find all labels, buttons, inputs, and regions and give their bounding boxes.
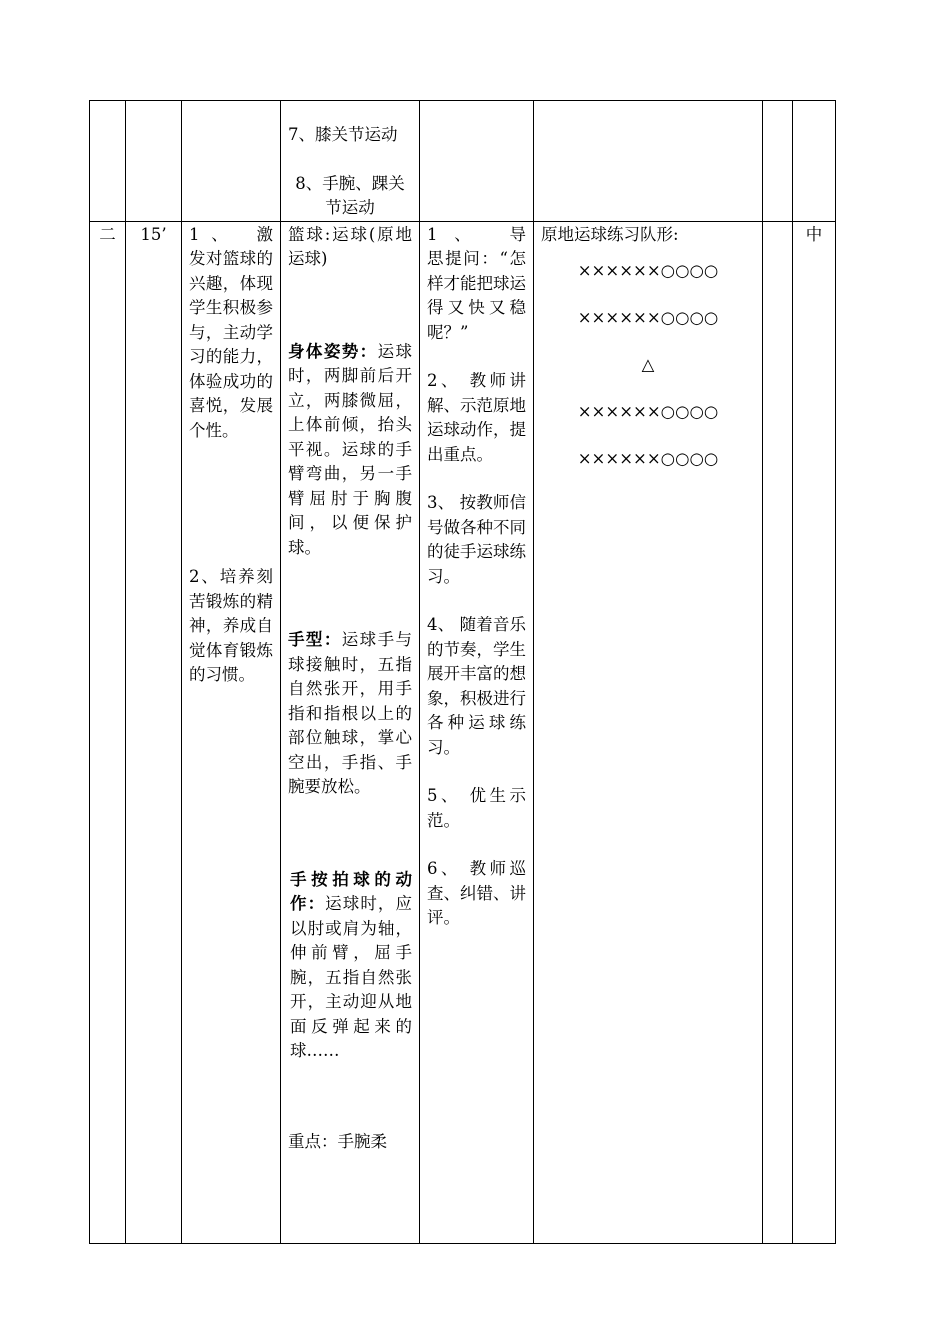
cell-time bbox=[126, 221, 182, 1243]
cell-content bbox=[281, 221, 420, 1243]
hand-text: 运球手与球接触时，五指自然张开，用手指和指根以上的部位触球，掌心空出，手指、手腕要放松。 bbox=[288, 630, 413, 796]
posture-text: 运球时，两脚前后开立，两膝微屈，上体前倾，抬头平视。运球的手臂弯曲，另一手臂屈肘于胸腹间，以便保护球。 bbox=[288, 341, 413, 557]
cell-time bbox=[126, 101, 182, 222]
cell-part bbox=[90, 221, 126, 1243]
formation-row-1: ××××××○○○○ bbox=[577, 261, 719, 280]
cell-goals bbox=[182, 221, 281, 1243]
cell-organization bbox=[534, 101, 763, 222]
teaching-2: 2、 教师讲解、示范原地运球动作，提出重点。 bbox=[427, 371, 526, 464]
teaching-1-head: 1、 导 bbox=[427, 224, 526, 244]
teaching-4: 4、 随着音乐的节奏，学生展开丰富的想象，积极进行各种运球练习。 bbox=[427, 615, 526, 757]
intensity-label: 中 bbox=[805, 224, 823, 244]
lesson-plan-table bbox=[89, 100, 836, 1244]
cell-goals bbox=[182, 101, 281, 222]
cell-part bbox=[90, 101, 126, 222]
formation-row-2: ××××××○○○○ bbox=[577, 308, 719, 327]
action-paragraph bbox=[290, 868, 412, 1064]
teaching-1-body: 思提问：“怎样才能把球运得又快又稳呢？” bbox=[427, 249, 526, 342]
hand-paragraph bbox=[288, 628, 412, 800]
formation-diagram bbox=[534, 247, 762, 482]
organization-title: 原地运球练习队形: bbox=[541, 224, 679, 244]
cell-organization bbox=[534, 221, 763, 1243]
cell-extra-1 bbox=[763, 221, 793, 1243]
action-label: 手按拍球的动作： bbox=[290, 869, 412, 913]
formation-row-4: ××××××○○○○ bbox=[577, 449, 719, 468]
cell-extra-2 bbox=[793, 101, 836, 222]
table-row bbox=[90, 101, 836, 222]
goal-2: 2、培养刻苦锻炼的精神，养成自觉体育锻炼的习惯。 bbox=[189, 567, 273, 684]
hand-label: 手型： bbox=[288, 630, 342, 649]
cell-teaching bbox=[420, 101, 534, 222]
content-item-8: 8、手腕、踝关节运动 bbox=[295, 173, 405, 217]
cell-content bbox=[281, 101, 420, 222]
goal-1-head: 1、 激 bbox=[189, 224, 273, 244]
key-point: 重点：手腕柔 bbox=[288, 1131, 387, 1151]
cell-teaching bbox=[420, 221, 534, 1243]
cell-extra-1 bbox=[763, 101, 793, 222]
posture-paragraph bbox=[288, 340, 412, 561]
action-text: 运球时，应以肘或肩为轴，伸前臂，屈手腕，五指自然张开，主动迎从地面反弹起来的球…… bbox=[290, 894, 413, 1060]
content-title: 篮球:运球(原地运球) bbox=[288, 224, 412, 268]
goal-1-body: 发对篮球的兴趣，体现学生积极参与，主动学习的能力，体验成功的喜悦，发展个性。 bbox=[189, 249, 273, 440]
teaching-3: 3、 按教师信号做各种不同的徒手运球练习。 bbox=[427, 493, 526, 586]
teacher-marker: △ bbox=[641, 355, 655, 374]
part-label: 二 bbox=[99, 224, 116, 244]
teaching-5: 5、 优生示范。 bbox=[427, 786, 526, 830]
formation-row-3: ××××××○○○○ bbox=[577, 402, 719, 421]
time-label: 15’ bbox=[140, 224, 167, 244]
posture-label: 身体姿势： bbox=[288, 341, 378, 361]
content-item-7: 7、膝关节运动 bbox=[288, 125, 398, 144]
table-row bbox=[90, 221, 836, 1243]
teaching-6: 6、 教师巡查、纠错、讲评。 bbox=[427, 859, 526, 927]
cell-extra-2 bbox=[793, 221, 836, 1243]
